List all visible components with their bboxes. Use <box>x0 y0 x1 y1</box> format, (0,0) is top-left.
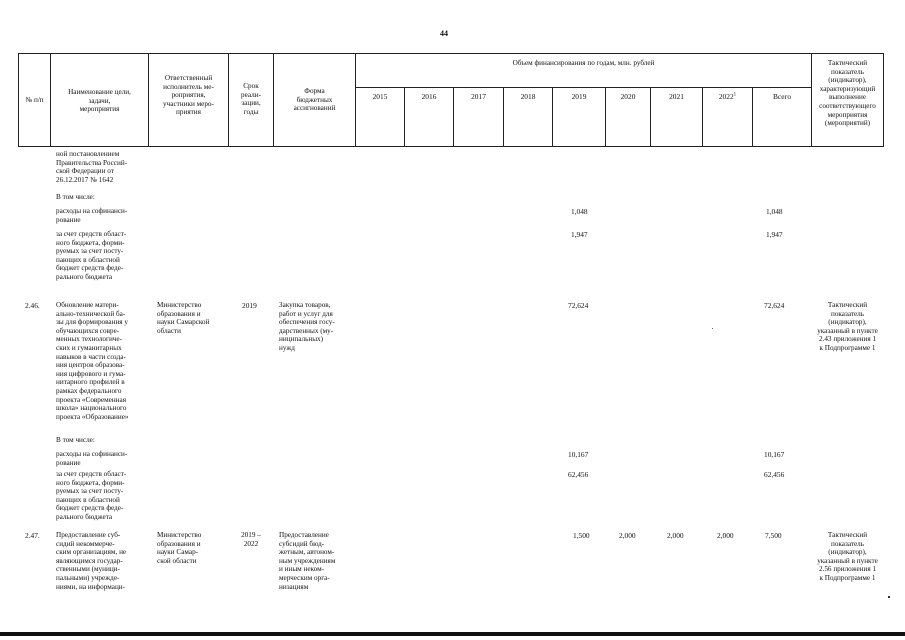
including-label-2: В том числе: <box>56 436 95 444</box>
header-number: № п/п <box>25 96 44 104</box>
header-total: Всего <box>772 92 792 101</box>
including-label-1: В том числе: <box>56 193 95 201</box>
row-2-47-name: Предоставление суб- сидий некоммерче- ским организациям, не являющимся государ- ственными (муници- пальными) учрежде- ниями, на информаци- <box>56 531 127 591</box>
header-term: Срок реали- зации, годы <box>241 82 261 116</box>
header-year-2019: 2019 <box>571 92 587 101</box>
header-form: Форма бюджетных ассигнований <box>293 87 336 113</box>
row-2-46-term: 2019 <box>242 301 257 310</box>
header-financing: Объем финансирования по годам, млн. рублей <box>512 59 655 67</box>
cofinancing-2-value-total: 10,167 <box>764 450 785 459</box>
row-2-47-value-2020: 2,000 <box>619 531 636 540</box>
header-executor: Ответственный исполнитель ме- роприятия, участники меро- приятия <box>163 74 214 117</box>
row-2-47-executor: Министерство образования и науки Самар- ской области <box>157 531 202 565</box>
row-2-47-value-2021: 2,000 <box>667 531 684 540</box>
cofinancing-2-value-2019: 10,167 <box>568 450 589 459</box>
regional-budget-1-value-total: 1,947 <box>766 230 783 239</box>
header-year-2018: 2018 <box>520 92 536 101</box>
header-indicator: Тактический показатель (индикатор), характеризующий выполнение соответствующего мероприятия (мероприятий) <box>819 59 876 128</box>
header-year-2015: 2015 <box>372 92 388 101</box>
cofinancing-1-value-total: 1,048 <box>766 207 783 216</box>
row-2-46-indicator: Тактический показатель (индикатор), указанный в пункте 2.43 приложения 1 к Подпрограмме 1 <box>817 301 878 352</box>
header-year-2021: 2021 <box>669 92 684 101</box>
regional-budget-2-value-2019: 62,456 <box>568 470 589 479</box>
cofinancing-label-2: расходы на софинанси- рование <box>56 450 128 467</box>
col-border-right <box>883 53 884 147</box>
row-2-47-value-total: 7,500 <box>765 531 782 540</box>
row-2-47-value-2019: 1,500 <box>573 531 590 540</box>
header-name: Наименование цели, задачи, мероприятия <box>68 88 131 114</box>
row-2-46-form: Закупка товаров, работ и услуг для обеспечения госу- дарственных (му- ниципальных) нужд <box>279 301 335 352</box>
row-2-47-term: 2019 – 2022 <box>241 531 261 548</box>
header-year-2020: 2020 <box>620 92 636 101</box>
cofinancing-label-1: расходы на софинанси- рование <box>56 207 128 224</box>
header-year-2016: 2016 <box>421 92 437 101</box>
row-2-46-executor: Министерство образования и науки Самарской области <box>157 301 210 335</box>
row-2-47-number: 2.47. <box>25 531 40 540</box>
header-year-2017: 2017 <box>471 92 486 101</box>
scan-speck <box>888 596 890 598</box>
row-2-47-form: Предоставление субсидий бюд- жетным, автоном- ным учреждениям и иным неком- мерческим орга- низациям <box>279 531 336 591</box>
scan-bottom-edge <box>0 632 905 636</box>
continuation-text: ной постановлением Правительства Россий- ской Федерации от 26.12.2017 № 1642 <box>56 150 128 184</box>
regional-budget-2-value-total: 62,456 <box>764 470 785 479</box>
row-2-46-value-total: 72,624 <box>764 301 785 310</box>
financing-subheader-line <box>355 87 811 88</box>
row-2-46-number: 2.46. <box>25 301 40 310</box>
scan-speck <box>712 328 713 329</box>
row-2-46-name: Обновление матери- ально-технической ба- зы для формирования у обучающихся совре- менных технологиче- ских и гуманитарных навыков в части созда- ния центров образова- ния цифрового и гума- нитарного профилей в рамках федерального проекта «Современная школа» национального проекта «Образование» <box>56 301 129 421</box>
regional-budget-label-2: за счет средств област- ного бюджета, форми- руемых за счет посту- пающих в областной бюджет средств феде- рального бюджета <box>56 470 127 521</box>
row-2-46-value-2019: 72,624 <box>568 301 589 310</box>
row-2-47-indicator: Тактический показатель (индикатор), указанный в пункте 2.56 приложения 1 к Подпрограмме 1 <box>817 531 878 582</box>
row-2-47-value-2022: 2,000 <box>717 531 734 540</box>
regional-budget-label-1: за счет средств област- ного бюджета, форми- руемых за счет посту- пающих в областной бюджет средств феде- рального бюджета <box>56 230 127 281</box>
cofinancing-1-value-2019: 1,048 <box>571 207 588 216</box>
page-number: 44 <box>440 29 448 38</box>
header-year-2022: 2022$^1$ <box>718 92 737 101</box>
regional-budget-1-value-2019: 1,947 <box>571 230 588 239</box>
